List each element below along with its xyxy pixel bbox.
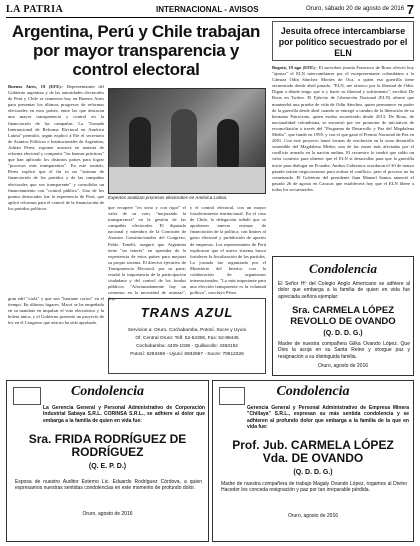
condolence-2-body: Esposa de nuestro Auditor Externo Lic. Eduardo Rodríguez Córdova, a quien expresamos nuestras sentidas condolencias en este momento de profundo dolor. (15, 479, 202, 492)
main-article-text-2: que recupere "en serio y con rigor" el valor de su voto, "mejorando la transparencia" en la gestión de las campañas electorales. El diputado nacional y miembro de la Comisión de Asuntos Constitucionales del Congreso, Pablo Tonelli, aseguró que Argentina tiene "un interés" en aprender de la experiencia de estos países para mejorar su propio sistema. El director ejecutivo de Transparencia Electoral, por su parte, resaltó la importancia de la participación ciudadana y del control de los fondos públicos. "Afortunadamente hay un consenso en la necesidad de avanzar", dijo. (108, 205, 186, 302)
main-article-text-1: Representantes del Gobierno argentino y de las autoridades electorales de Perú y Chile se reunieron hoy en Buenos Aires para presentar los últimos progresos de reformas electorales en esos países, entre las que destacan una mayor transparencia y control en la financiación de las campañas. La "Jornada Internacional de Reforma Electoral en América Latina" permitió, según explicó a Efe el secretario de Asuntos Políticos e Institucionales de Argentina, Adrián Pérez, exponer avances en materia de reforma electoral y compartir "las buenas prácticas" que han aplicado los distintos países para lograr "procesos más transparentes". En este sentido, Pérez explicó que el fin es un "sistema de financiación de los partidos y de las campañas electorales que sea transparente" y consolidar un financiamiento con "control público". Uno de los puntos destacados fue la experiencia de Perú, que aplicó reformas para el control de la financiación de los partidos políticos. (8, 84, 104, 211)
main-article-col1 (8, 84, 104, 294)
condolence-3-body: Madre de nuestra compañera de trabajo Magaly Ovando López, rogamos al Divino Hacedor les conceda resignación y paz por tan irreparable pérdida. (221, 481, 407, 494)
ad-line-4: Potosí: 6263496 - Uyuni: 6932867 - Sucre: 70612326 (130, 352, 244, 357)
condolence-2-name: Sra. FRIDA RODRÍGUEZ DE RODRÍGUEZ (28, 432, 187, 459)
condolence-1 (272, 256, 414, 376)
photo-person-3 (217, 119, 239, 167)
condolence-3-intro: Gerencia General y Personal Administrativo de Empresa Minera "Chillaya" S.R.L., expresan su más sentida condolencia y se adhieren al profundo dolor que embarga a la familia de la que en vida fue: (247, 405, 409, 431)
ad-line-1: Servicios a: Oruro, Cochabamba, Potosí, Sucre y Uyuni (127, 328, 247, 333)
side-article-text: El sacerdote jesuita Francisco de Roux ofreció hoy "ajustar" el ELN intercambiarse por el exrepresentante colombiano a la Cámara Odín Sánchez Montes de Oca, a quien esa guerrilla tiene secuestrado desde abril pasado. "ELN, me ofrezco por la libertad de Odín. Digan a dónde tengo que ir y hacer su libertad y sufrimiento", escribió De Roux en Twitter. El Ejército de Liberación Nacional (ELN) afirmó que mantendrá una prueba de vida de Odín Sánchez, quien permanece en poder de la guerrilla desde abril cuando se entregó a cambio de la liberación de su hermano Patrocinio, quien estaba secuestrado desde 2013. De Roux, de nacionalidad colombiana, se encontró por ser promotor de iniciativas de reconciliación a través del "Programa de Desarrollo y Paz del Magdalena Medio", que fundó en 1995, y con el que ganó el Premio Nacional de Paz en 2001. Con este proyecto lanzó formas de resolución en la zona desarrollo sostenible del Magdalena Medio, una de las zonas más afectadas por el conflicto armado en la nación andina. El secuestro lo tendrá que saldo un valor contexto para obtener que el ELN sí desarrollar para que la guerrilla inicie para dialogar en Ecuador. Ambos Gobiernos acordaron el 30 de marzo pasado iniciar negociaciones para acabar el conflicto, pero el proceso no ha comenzado. El Gobierno del presidente Juan Manuel Santos anunció el pasado 26 de agosto en Caracas que establecerá hoy que el ELN libere a todos los secuestrados. (272, 65, 414, 192)
page-number: 7 (406, 2, 414, 17)
condolence-3-name: Prof. Jub. CARMELA LÓPEZ Vda. DE OVANDO (232, 438, 394, 465)
condolence-2-title: Condolencia (70, 384, 145, 399)
ad-details (113, 327, 261, 359)
main-article-text-3: y el control electoral, con un mayor fortalecimiento institucional. En el caso de Chile, la delegación señaló que se aprobaron nuevas normas de financiación de la política, con límites al gasto electoral y prohibición de aportes de empresas. Los representantes de Perú explicaron que el nuevo sistema busca fortalecer la fiscalización de los partidos. La jornada fue organizada por el Ministerio del Interior con la colaboración de organismos internacionales. "Lo más importante para una elección transparente es la voluntad política", concluyó Pérez. (190, 205, 266, 296)
condolence-3 (212, 380, 414, 542)
ad-logo: TRANS AZUL (140, 305, 234, 320)
condolence-1-body: Madre de nuestra compañera Gilka Ovando López. Que Dios la acoja en su Santa Reino y otorgue paz y resignación a su distinguida familia. (278, 341, 410, 360)
condolence-2-rip: (Q. E. P. D.) (88, 463, 127, 470)
main-article-text-1b: gran edil "viola" y que son "bastante cortos" en el tiempo. En últimos lugares, Macri se ha empeñado en su mandato en impulsar el voto electrónico y la boleta única, y el Gobierno presentó un proyecto de ley en el Congreso que aún no ha sido aprobado. (8, 296, 104, 326)
condolence-1-intro: El Señor Hº del Colegio Anglo Americano se adhiere al dolor que embarga a la familia de quien en vida fue apreciada señora ejemplar: (278, 281, 410, 300)
side-article-body (272, 65, 414, 253)
section-title: INTERNACIONAL - AVISOS (156, 5, 259, 14)
photo-caption: Expertos analizan procesos electorales en América Latina. (108, 195, 228, 200)
condolence-3-title: Condolencia (276, 384, 350, 399)
ad-line-3: Cochabamba: 4425-1036 - Quillacollo: 4363152 (136, 344, 238, 349)
side-headline: Jesuita ofrece intercambiarse por político secuestrado por el ELN (272, 21, 414, 61)
newspaper-name: LA PATRIA (6, 4, 64, 15)
main-dateline: Buenos Aires, 19 (EFE).- (8, 84, 64, 89)
condolence-2-intro: La Gerencia General y Personal Administrativo de Corporación Industrial Sabaya S.R.L. CORINSA S.R.L., se adhiere al dolor que embarga a la familia de quien en vida fue: (43, 405, 205, 424)
photo-table (109, 167, 265, 193)
condolence-1-name: Sra. CARMELA LÓPEZ REVOLLO DE OVANDO (290, 305, 396, 327)
condolence-1-title: Condolencia (309, 261, 377, 276)
photo-person-1 (129, 117, 151, 167)
transport-ad (108, 298, 266, 374)
condolence-1-date: Oruro, agosto de 2016 (317, 363, 369, 369)
side-dateline: Bogotá, 19 ago (EFE).- (272, 65, 318, 70)
main-article-col2 (108, 205, 186, 302)
condolence-1-rip: (Q. D. D. G.) (323, 330, 363, 337)
issue-date: Oruro, sábado 20 de agosto de 2016 (306, 6, 405, 12)
main-article-col1b (8, 296, 104, 376)
article-photo (108, 88, 266, 194)
main-headline: Argentina, Perú y Chile trabajan por mayor transparencia y control electoral (11, 22, 261, 79)
condolence-3-date: Oruro, agosto de 2016 (287, 513, 339, 519)
ad-line-2: Of. Central Oruro: Telf. 52-54306, Fax: 52-86445 (135, 336, 239, 341)
condolence-2 (6, 380, 209, 542)
photo-person-2 (171, 109, 197, 169)
condolence-2-date: Oruro, agosto de 2016 (82, 511, 133, 517)
main-article-col3 (190, 205, 266, 295)
masthead (6, 4, 414, 18)
condolence-3-rip: (Q. D. D. G.) (293, 469, 333, 476)
